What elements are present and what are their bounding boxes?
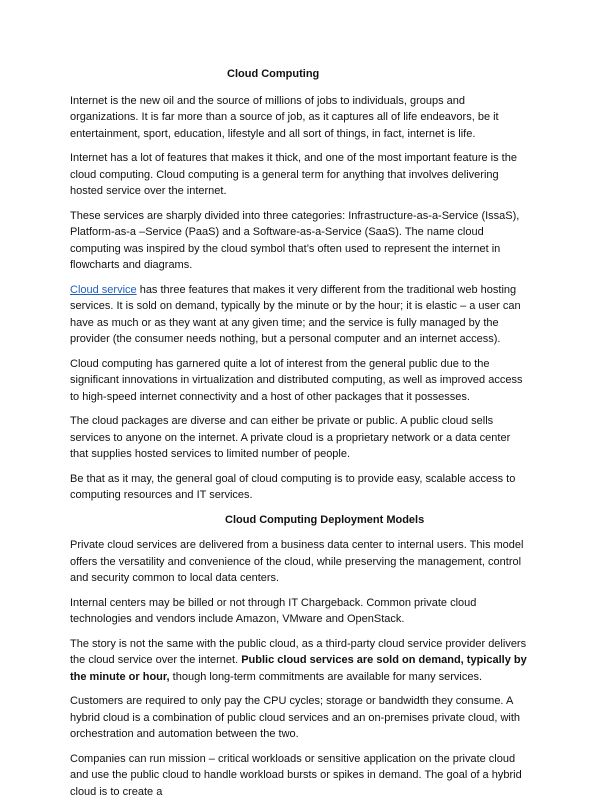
paragraph-packages: The cloud packages are diverse and can either be private or public. A public cloud sells services to anyone on the internet. A private cloud is a proprietary network or a data center that supplies hosted services to limited number of people. [70,415,511,460]
paragraph-cloud-service [70,282,530,348]
paragraph-features: Internet has a lot of features that makes it thick, and one of the most important feature is the cloud computing. Cloud computing is a general term for anything that involves delivering hosted service over the internet. [70,152,517,197]
paragraph-categories: These services are sharply divided into three categories: Infrastructure-as-a-Service (IssaS), Platform-as-a –Service (PaaS) and a Software-as-a-Service (SaaS). The name cloud computing was inspired by the cloud symbol that’s often used to represent the internet in flowcharts and diagrams. [70,209,520,271]
paragraph-goal: Be that as it may, the general goal of cloud computing is to provide easy, scalable access to computing resources and IT services. [70,472,516,501]
section-title: Cloud Computing Deployment Models [225,513,425,526]
document-title: Cloud Computing [227,68,320,80]
paragraph-interest: Cloud computing has garnered quite a lot of interest from the general public due to the significant innovations in virtualization and distributed computing, as well as improved access to high-speed internet connectivity and a host of other packages that it possesses. [70,357,523,403]
paragraph-public-cloud [70,636,530,686]
cloud-service-link[interactable]: Cloud service [70,283,137,296]
paragraph-hybrid-cloud: Customers are required to only pay the CPU cycles; storage or bandwidth they consume. A hybrid cloud is a combination of public cloud services and an on-premises private cloud, with orchestration and automation between the two. [70,695,521,740]
paragraph-intro: Internet is the new oil and the source of millions of jobs to individuals, groups and organizations. It is far more than a source of job, as it captures all of life endeavors, be it entertainment, sport, education, lifestyle and all sort of things, in fact, internet is life. [70,94,499,140]
document-page [70,66,530,808]
public-cloud-text-after: though long-term commitments are available for many services. [169,670,483,683]
paragraph-internal-centers: Internal centers may be billed or not through IT Chargeback. Common private cloud technologies and vendors include Amazon, VMware and OpenStack. [70,596,477,625]
public-cloud-bold-text: Public cloud services are sold on demand, typically by the minute or hour, [70,654,527,683]
paragraph-private-cloud: Private cloud services are delivered from a business data center to internal users. This model offers the versatility and convenience of the cloud, while preserving the management, control and security common to local data centers. [70,539,524,584]
cloud-service-text: has three features that makes it very different from the traditional web hosting services. It is sold on demand, typically by the minute or by the hour; it is elastic – a user can have as much or as they want at any given time; and the service is fully managed by the provider (the consumer needs nothing, but a personal computer and an internet access). [70,283,521,345]
public-cloud-text-before: The story is not the same with the public cloud, as a third-party cloud service provider delivers the cloud service over the internet. [70,637,527,666]
paragraph-mission-critical: Companies can run mission – critical workloads or sensitive application on the private cloud and use the public cloud to handle workload bursts or spikes in demand. The goal of a hybrid cloud is to create a [70,752,522,798]
